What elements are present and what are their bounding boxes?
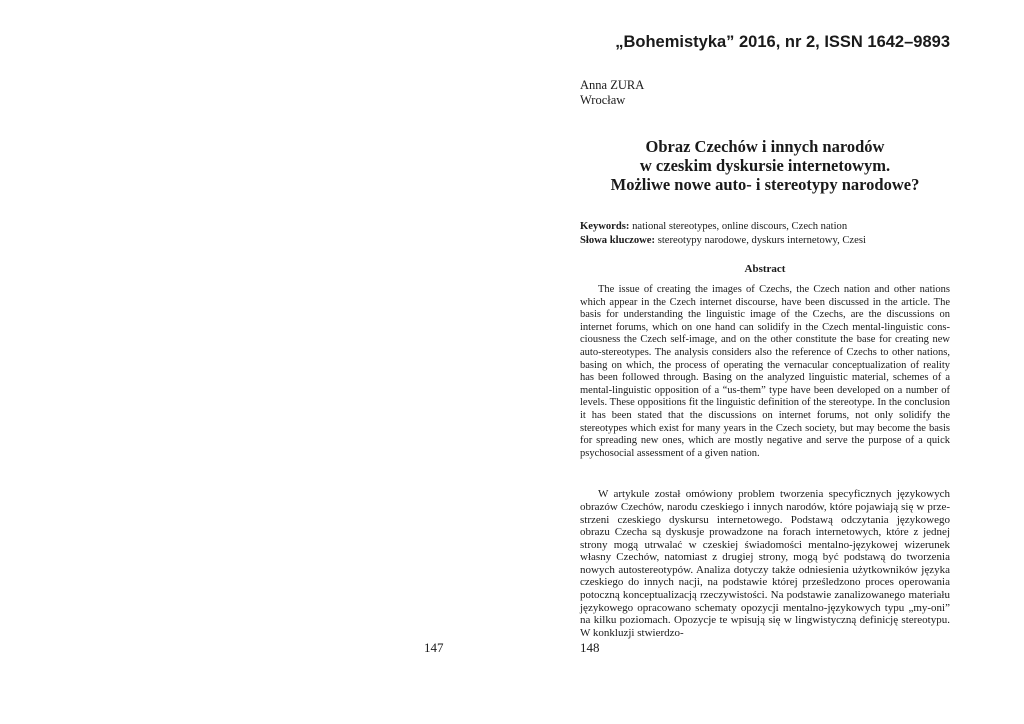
- page-number-right: 148: [580, 640, 600, 655]
- keywords-en-label: Keywords:: [580, 221, 630, 232]
- author-name: [580, 78, 950, 93]
- keywords-en: [580, 220, 950, 234]
- abstract-text: The issue of creating the images of Czechs, the Czech nation and other nations which appear in the Czech internet discourse, have been discussed in the article. The basis for understanding the linguistic image of the Czechs, are the discussions on internet forums, which on one hand can solidify in the Czech mental-linguistic consciousness the Czech self-image, and on the other constitute the base for creating new auto-stereotypes. The analysis considers also the reference of Czechs to other nations, basing on which, the process of operating the vernacular conceptualization of reality has been followed through. Basing on the analyzed linguistic material, schemes of a mental-linguistic opposition of a “us-them” type have been developed on a number of levels. These oppositions fit the linguistic definition of the stereotype. In the conclusion it has been stated that the discussions on internet forums, not only solidify the stereotypes which exist for many years in the Czech society, but may become the basis for spreading new ones, which are mostly negative and serve the purpose of a quick psychosocial assessment of a given nation.: [580, 284, 950, 459]
- keywords-en-value: national stereotypes, online discours, Czech nation: [632, 221, 848, 232]
- body-text: W artykule został omówiony problem tworzenia specyficznych językowych obrazów Czechów, narodu czeskiego i innych narodów, które pojawiają się w przestrzeni czeskiego dyskursu internetowego. Podstawą odczytania językowego obrazu Czecha są dyskusje prowadzone na forach internetowych, które z jednej strony mogą utrwalać w czeskiej świadomości mentalno-językowej wizerunek własny Czechów, natomiast z drugiej strony, mogą być podstawą do tworzenia nowych autostereotypów. Analiza dotyczy także odniesienia użytkowników języka czeskiego do innych nacji, na podstawie której prześledzono proces operowania potoczną konceptualizacją rzeczywistości. Na podstawie zanalizowanego materiału językowego opracowano schematy opozycji mentalno-językowych typu „my-oni” na kilku poziomach. Opozycje te wpisują się w lingwistyczną definicję stereotypu. W konkluzji stwierdzo-: [580, 488, 950, 639]
- title-line-2: w czeskim dyskursie internetowym.: [639, 156, 891, 175]
- article-title: [580, 137, 950, 194]
- author-city: Wrocław: [580, 93, 626, 107]
- journal-header: „Bohemistyka” 2016, nr 2, ISSN 1642–9893: [615, 33, 950, 51]
- title-line-3: Możliwe nowe auto- i stereotypy narodowe?: [610, 175, 920, 194]
- keywords-block: [580, 220, 950, 248]
- keywords-pl: [580, 234, 950, 248]
- article-content: [580, 32, 950, 639]
- author-block: [580, 78, 950, 108]
- author-last-name-initial: Z: [610, 78, 618, 92]
- abstract-heading: Abstract: [744, 263, 786, 275]
- author-last-name-rest: URA: [617, 78, 645, 92]
- title-line-1: Obraz Czechów i innych narodów: [645, 137, 885, 156]
- author-first-name: Anna: [580, 78, 608, 92]
- keywords-pl-value: stereotypy narodowe, dyskurs internetowy, Czesi: [657, 235, 866, 246]
- page-number-left: 147: [424, 640, 444, 655]
- keywords-pl-label: Słowa kluczowe:: [580, 235, 656, 246]
